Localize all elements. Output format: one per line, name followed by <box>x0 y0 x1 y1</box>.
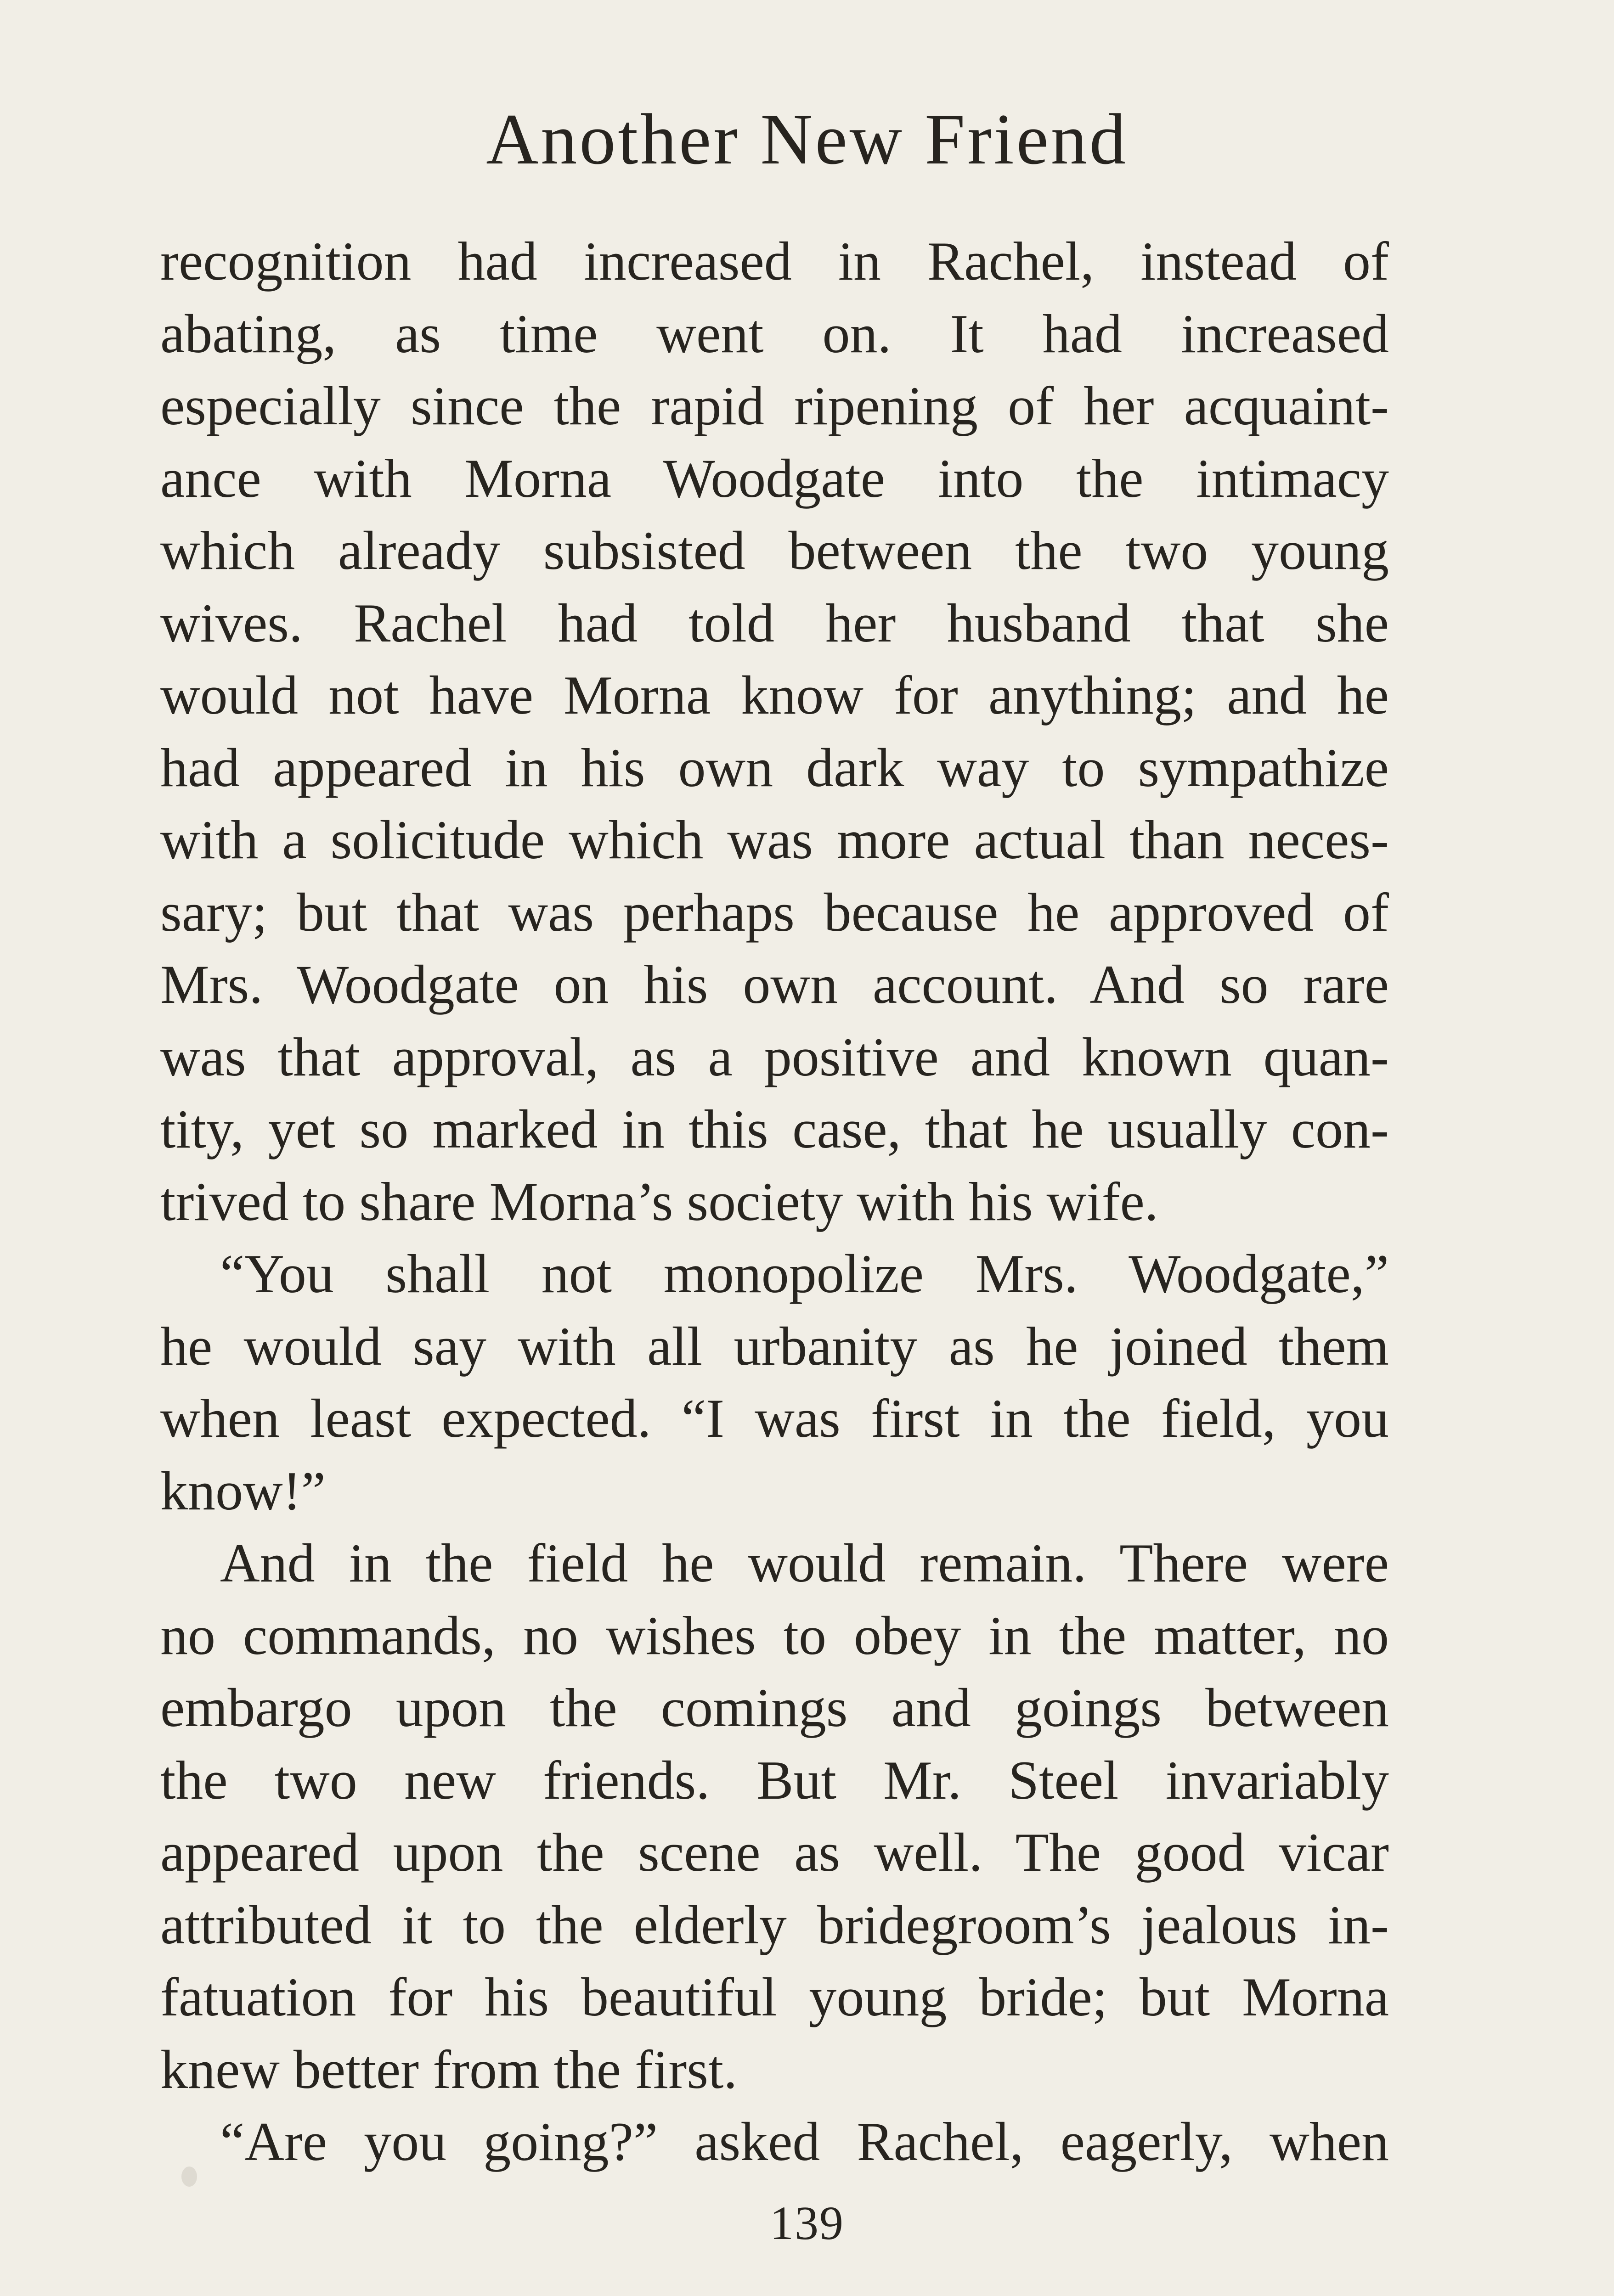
ink-smudge <box>181 2167 197 2187</box>
text-line: “You shall not monopolize Mrs. Woodgate,” <box>220 1243 1389 1304</box>
text-line: would not have Morna know for anything; and he <box>160 664 1389 726</box>
text-line: no commands, no wishes to obey in the matter, no <box>160 1604 1389 1666</box>
text-line: with a solicitude which was more actual than neces- <box>160 809 1389 870</box>
text-line: abating, as time went on. It had increased <box>160 303 1389 364</box>
text-line: had appeared in his own dark way to sympathize <box>160 737 1389 798</box>
text-line: tity, yet so marked in this case, that he usually con- <box>160 1098 1389 1159</box>
text-line: was that approval, as a positive and known quan- <box>160 1026 1389 1087</box>
text-line: wives. Rachel had told her husband that she <box>160 592 1389 653</box>
running-head: Another New Friend <box>486 99 1128 180</box>
page-number: 139 <box>770 2197 844 2250</box>
text-line: know!” <box>160 1460 326 1521</box>
text-line: attributed it to the elderly bridegroom’s jealous in- <box>160 1894 1389 1955</box>
text-line: the two new friends. But Mr. Steel invariably <box>160 1749 1389 1811</box>
text-line: knew better from the first. <box>160 2038 738 2100</box>
text-line: recognition had increased in Rachel, instead of <box>160 231 1389 292</box>
text-line: trived to share Morna’s society with his wife. <box>160 1171 1158 1232</box>
text-line: which already subsisted between the two young <box>160 520 1389 581</box>
body-text <box>160 225 1389 2178</box>
text-line: when least expected. “I was first in the field, you <box>160 1388 1389 1449</box>
text-line: ance with Morna Woodgate into the intimacy <box>160 447 1389 509</box>
text-line: fatuation for his beautiful young bride; but Morna <box>160 1966 1389 2027</box>
text-line: “Are you going?” asked Rachel, eagerly, when <box>220 2111 1389 2172</box>
text-line: appeared upon the scene as well. The good vicar <box>160 1822 1389 1883</box>
text-line: especially since the rapid ripening of her acquaint- <box>160 375 1389 436</box>
text-line: And in the field he would remain. There were <box>220 1532 1389 1593</box>
text-line: Mrs. Woodgate on his own account. And so rare <box>160 954 1389 1015</box>
text-line: he would say with all urbanity as he joined them <box>160 1315 1389 1377</box>
text-line: sary; but that was perhaps because he approved of <box>160 881 1389 943</box>
text-line: embargo upon the comings and goings between <box>160 1677 1389 1738</box>
